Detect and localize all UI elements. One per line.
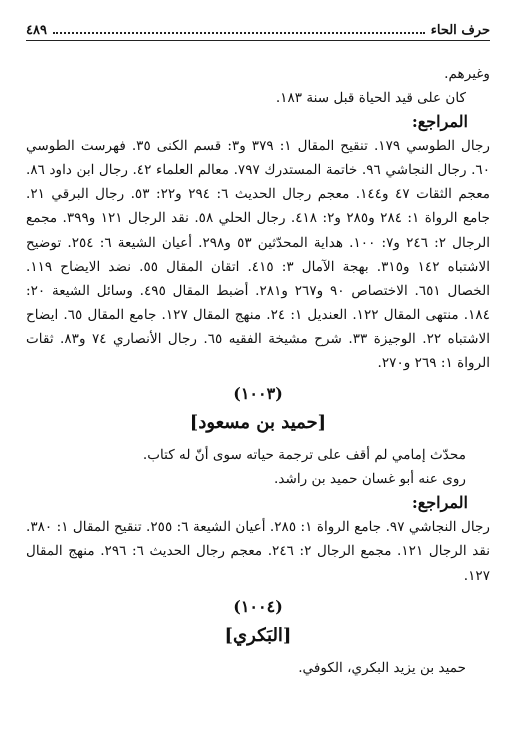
entry-bio-line: روى عنه أبو غسان حميد بن راشد. — [274, 471, 466, 488]
header-dotted-leader — [53, 32, 425, 34]
entry-tail: وغيرهم. — [444, 66, 490, 82]
refs-text: رجال الطوسي ١٧٩. تنقيح المقال ١: ٣٧٩ و٣: قسم الكنى ٣٥. فهرست الطوسي ٦٠. رجال النجاشي ٩٦. خاتمة المستدرك ٧٩٧. معالم العلماء ٤٢. رجال ابن داود ٨٦. معجم الثقات ٤٧ و١٤٤. معجم رجال الحديث ٦: ٢٩٤ و٢٢: ٥٣. رجال البرقي ٢١. جامع الرواة ١: ٢٨٤ و٢٨٥ و٢: ٤١٨. رجال الحلي ٥٨. نقد الرجال ١٢١ و٣٩٩. مجمع الرجال ٢: ٢٤٦ و٧: ١٠٠. هداية المحدّثين ٥٣ و٢٩٨. أعيان الشيعة ٦: ٢٥٤. توضيح الاشتباه ١٤٢ و٣١٥. بهجة الآمال ٣: ٤١٥. اتقان المقال ٥٥. نضد الايضاح ١١٩. الخصال ٦٥١. الاختصاص ٩٠ و٢٦٧ و٢٨١. أضبط المقال ٤٩٥. وسائل الشيعة ٢٠: ١٨٤. منتهى المقال ١٢٢. العنديل ١: ٢٤. منهج المقال ١٢٧. جامع المقال ٦٥. ايضاح الاشتباه ٢٢. الوجيزة ٣٣. شرح مشيخة الفقيه ٦٥. رجال الأنصاري ٧٤ و٨٣. ثقات الرواة ١: ٢٦٩ و٢٧٠. — [26, 138, 491, 372]
entry-number: (١٠٠٣) — [233, 384, 283, 404]
page-body — [26, 62, 490, 680]
entry-bio-line: محدّث إمامي لم أقف على ترجمة حياته سوى أنّ له كتاب. — [142, 447, 466, 464]
entry-note: كان على قيد الحياة قبل سنة ١٨٣. — [275, 90, 466, 107]
header-section-title: حرف الحاء — [430, 23, 490, 38]
entry-number: (١٠٠٤) — [233, 596, 283, 616]
header-rule — [26, 40, 490, 41]
entry-name: [حميد بن مسعود] — [189, 412, 327, 434]
page-header — [26, 16, 490, 38]
entry-name: [البَكري] — [224, 624, 292, 646]
entry-bio-line: حميد بن يزيد البكري، الكوفي. — [298, 659, 466, 676]
refs-heading: المراجع: — [411, 112, 468, 132]
refs-heading: المراجع: — [411, 493, 468, 513]
header-page-number: ٤٨٩ — [26, 23, 47, 38]
refs-text: رجال النجاشي ٩٧. جامع الرواة ١: ٢٨٥. أعيان الشيعة ٦: ٢٥٥. تنقيح المقال ١: ٣٨٠. نقد الرجال ١٢١. مجمع الرجال ٢: ٢٤٦. معجم رجال الحديث ٦: ٢٩٦. منهج المقال ١٢٧. — [26, 519, 491, 584]
